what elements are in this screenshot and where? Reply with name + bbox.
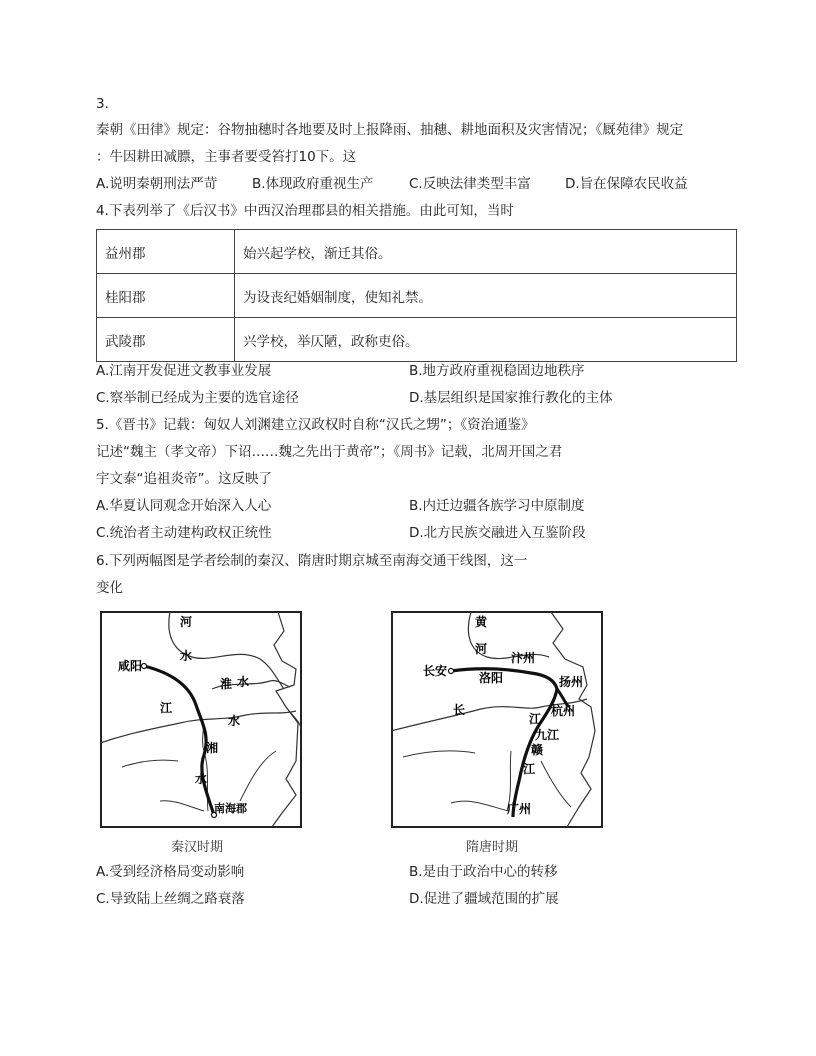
map1-label-shui2: 水 [237,675,250,689]
map2-label-bianzhou: 汴州 [511,651,536,665]
map1-label-shui1: 水 [180,649,193,663]
map1-label-xianyang: 咸阳 [118,659,143,673]
map2-label-yangzhou: 扬州 [559,675,584,689]
map2-label-jiang: 江 [529,712,542,726]
q3-text-line1: 秦朝《田律》规定：谷物抽穗时各地要及时上报降雨、抽穗、耕地面积及灾害情况；《厩苑律》规定 [96,122,684,138]
map2-label-hangzhou: 杭州 [551,704,576,718]
map1-label-huai: 淮 [220,677,233,691]
q5-option-a: A.华夏认同观念开始深入人心 [96,498,272,514]
map2-label-guangzhou: 广州 [507,802,532,816]
table-row [97,274,737,318]
map2-label-jiang2: 江 [523,762,536,776]
table-cell-commandery: 益州郡 [97,230,235,274]
q6-option-d: D.促进了疆域范围的扩展 [409,891,559,907]
q6-line2: 变化 [96,580,123,596]
q3-option-b: B.体现政府重视生产 [252,176,374,192]
q4-option-c: C.察举制已经成为主要的选官途径 [96,390,299,406]
map1-label-jiang: 江 [160,701,173,715]
q3-option-a: A.说明秦朝刑法严苛 [96,176,218,192]
q4-table [96,229,737,362]
q3-option-c: C.反映法律类型丰富 [409,176,531,192]
table-cell-commandery: 桂阳郡 [97,274,235,318]
q5-line2: 记述“魏主（孝文帝）下诏……魏之先出于黄帝”；《周书》记载，北周开国之君 [96,444,563,460]
map2-label-luoyang: 洛阳 [479,671,504,685]
table-row [97,230,737,274]
q4-option-a: A.江南开发促进文教事业发展 [96,363,272,379]
table-cell-measure: 为设丧纪婚姻制度，使知礼禁。 [235,274,737,318]
q3-text-line2: ：牛因耕田减膘，主事者要受笞打10下。这 [96,149,357,165]
map2-caption: 隋唐时期 [466,840,519,855]
map2-label-gan: 赣 [531,743,544,757]
map2-label-chang: 长 [453,703,466,717]
q3-number: 3. [96,96,109,112]
table-cell-measure: 兴学校，举仄陋，政称吏俗。 [235,318,737,362]
q4-option-b: B.地方政府重视稳固边地秩序 [409,363,585,379]
q4-option-d: D.基层组织是国家推行教化的主体 [409,390,613,406]
map1-label-shui4: 水 [195,772,208,786]
q6-option-c: C.导致陆上丝绸之路衰落 [96,891,245,907]
q5-option-d: D.北方民族交融进入互鉴阶段 [409,525,586,541]
table-cell-measure: 始兴起学校，渐迁其俗。 [235,230,737,274]
q5-line3: 宇文泰“追祖炎帝”。这反映了 [96,471,272,487]
q5-option-c: C.统治者主动建构政权正统性 [96,525,272,541]
map2-label-huang: 黄 [475,615,488,629]
qinhan-map [100,611,302,832]
q6-option-a: A.受到经济格局变动影响 [96,864,245,880]
suitang-map [391,611,603,832]
q5-option-b: B.内迁边疆各族学习中原制度 [409,498,585,514]
q4-stem: 4.下表列举了《后汉书》中西汉治理郡县的相关措施。由此可知，当时 [96,203,514,219]
map1-label-he: 河 [180,615,193,629]
q3-option-d: D.旨在保障农民收益 [565,176,688,192]
table-cell-commandery: 武陵郡 [97,318,235,362]
q6-line1: 6.下列两幅图是学者绘制的秦汉、隋唐时期京城至南海交通干线图，这一 [96,553,528,569]
q6-option-b: B.是由于政治中心的转移 [409,864,558,880]
map1-label-xiang: 湘 [206,741,219,755]
q5-line1: 5.《晋书》记载：匈奴人刘渊建立汉政权时自称“汉氏之甥”；《资治通鉴》 [96,417,535,433]
map1-caption: 秦汉时期 [171,840,224,855]
map2-label-changan: 长安 [423,664,448,678]
map1-label-nanhai: 南海郡 [214,802,247,815]
map2-label-he: 河 [475,642,488,656]
table-row [97,318,737,362]
map2-label-jiujiang: 九江 [535,728,560,742]
map1-label-shui3: 水 [228,714,241,728]
